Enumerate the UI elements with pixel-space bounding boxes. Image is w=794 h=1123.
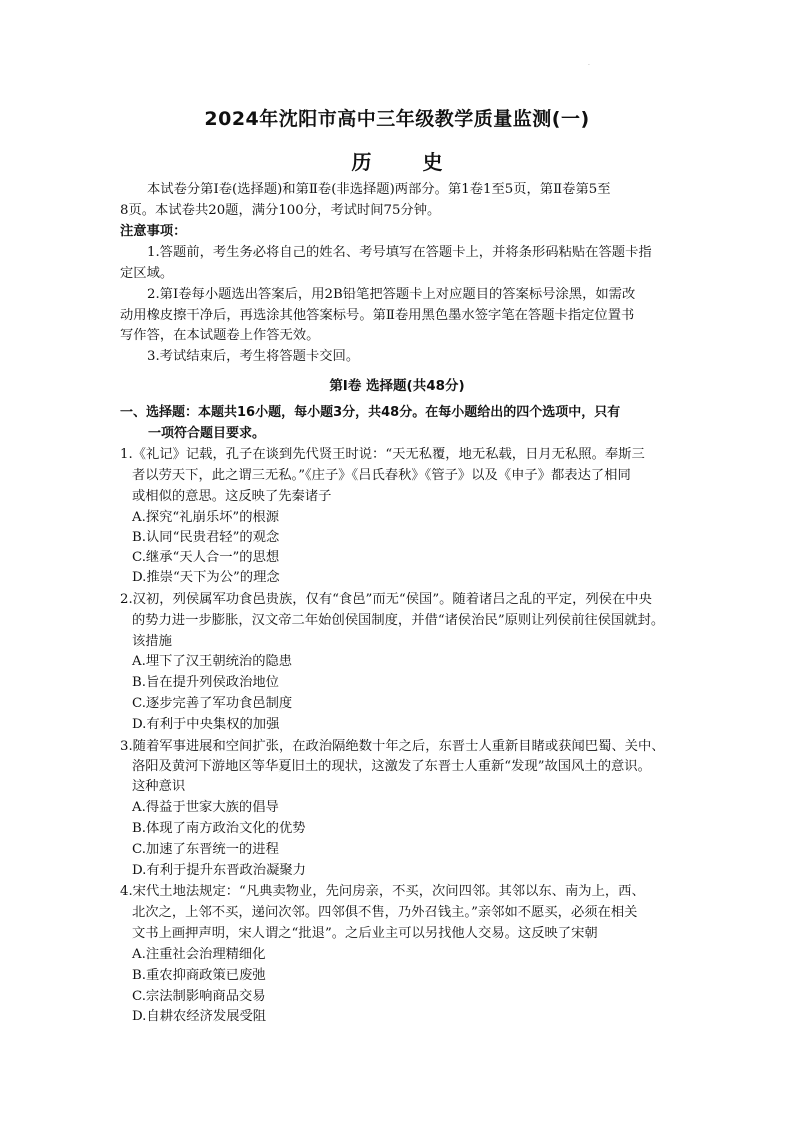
question-1-option-d: D.推崇“天下为公”的理念 xyxy=(132,570,280,585)
question-3-stem-2: 洛阳及黄河下游地区等华夏旧土的现状，这激发了东晋士人重新“发现”故国风土的意识。 xyxy=(132,759,651,774)
question-1-option-a: A.探究“礼崩乐坏”的根源 xyxy=(132,510,280,525)
question-3-option-b: B.体现了南方政治文化的优势 xyxy=(132,821,306,836)
question-4-option-a: A.注重社会治理精细化 xyxy=(132,947,266,962)
intro-line-1: 本试卷分第Ⅰ卷(选择题)和第Ⅱ卷(非选择题)两部分。第1卷1至5页，第Ⅱ卷第5至 xyxy=(147,182,611,197)
question-2-option-a: A.埋下了汉王朝统治的隐患 xyxy=(132,654,293,669)
question-3-option-a: A.得益于世家大族的倡导 xyxy=(132,800,279,815)
note-2a: 2.第Ⅰ卷每小题选出答案后，用2B铅笔把答题卡上对应题目的答案标号涂黑，如需改 xyxy=(147,287,636,302)
note-1a: 1.答题前，考生务必将自己的姓名、考号填写在答题卡上，并将条形码粘贴在答题卡指 xyxy=(147,245,652,260)
question-2-option-b: B.旨在提升列侯政治地位 xyxy=(132,675,279,690)
question-2-stem-2: 的势力进一步膨胀，汉文帝二年始创侯国制度，并借“诸侯治民”原则让列侯前往侯国就封。 xyxy=(132,613,665,628)
exam-title: 2024年沈阳市高中三年级教学质量监测(一) xyxy=(204,108,590,130)
subject-title: 历 史 xyxy=(351,150,465,174)
question-1-option-c: C.继承“天人合一”的思想 xyxy=(132,550,280,565)
question-2-option-c: C.逐步完善了军功食邑制度 xyxy=(132,696,293,711)
question-1-stem-2: 者以劳天下，此之谓三无私。”《庄子》《吕氏春秋》《管子》以及《申子》都表达了相同 xyxy=(132,468,631,483)
question-3-option-c: C.加速了东晋统一的进程 xyxy=(132,842,279,857)
notes-heading: 注意事项： xyxy=(120,224,187,239)
question-1-stem-1: 1.《礼记》记载，孔子在谈到先代贤王时说：“天无私覆，地无私载，日月无私照。奉斯三 xyxy=(120,447,645,462)
question-3-stem-1: 3.随着军事进展和空间扩张，在政治隔绝数十年之后，东晋士人重新目睹或获闻巴蜀、关中、 xyxy=(120,739,665,754)
section-instruction-2: 一项符合题目要求。 xyxy=(148,426,266,441)
scan-mark: · xyxy=(588,62,590,69)
question-2-option-d: D.有利于中央集权的加强 xyxy=(132,717,280,732)
note-2b: 动用橡皮擦干净后，再选涂其他答案标号。第Ⅱ卷用黑色墨水签字笔在答题卡指定位置书 xyxy=(120,308,635,323)
note-3: 3.考试结束后，考生将答题卡交回。 xyxy=(147,349,360,364)
question-4-option-c: C.宗法制影响商品交易 xyxy=(132,989,266,1004)
question-2-stem-1: 2.汉初，列侯属军功食邑贵族，仅有“食邑”而无“侯国”。随着诸吕之乱的平定，列侯在中央 xyxy=(120,592,652,607)
question-4-option-d: D.自耕农经济发展受阻 xyxy=(132,1009,267,1024)
question-4-option-b: B.重农抑商政策已废弛 xyxy=(132,968,266,983)
section-title: 第Ⅰ卷 选择题(共48分) xyxy=(329,378,465,394)
note-1b: 定区域。 xyxy=(120,266,174,281)
question-1-option-b: B.认同“民贵君轻”的观念 xyxy=(132,530,280,545)
section-instruction-1: 一、选择题：本题共16小题，每小题3分，共48分。在每小题给出的四个选项中，只有 xyxy=(120,405,621,420)
question-3-option-d: D.有利于提升东晋政治凝聚力 xyxy=(132,863,306,878)
question-4-stem-2: 北次之，上邻不买，递问次邻。四邻俱不售，乃外召钱主。”亲邻如不愿买，必须在相关 xyxy=(132,905,638,920)
question-4-stem-3: 文书上画押声明，宋人谓之“批退”。之后业主可以另找他人交易。这反映了宋朝 xyxy=(132,926,598,941)
note-2c: 写作答，在本试题卷上作答无效。 xyxy=(120,328,320,343)
question-4-stem-1: 4.宋代土地法规定：“凡典卖物业，先问房亲，不买，次问四邻。其邻以东、南为上，西、 xyxy=(120,884,645,899)
intro-line-2: 8页。本试卷共20题，满分100分，考试时间75分钟。 xyxy=(120,203,441,218)
question-1-stem-3: 或相似的意思。这反映了先秦诸子 xyxy=(132,489,332,504)
question-2-stem-3: 该措施 xyxy=(132,634,172,649)
question-3-stem-3: 这种意识 xyxy=(132,779,186,794)
